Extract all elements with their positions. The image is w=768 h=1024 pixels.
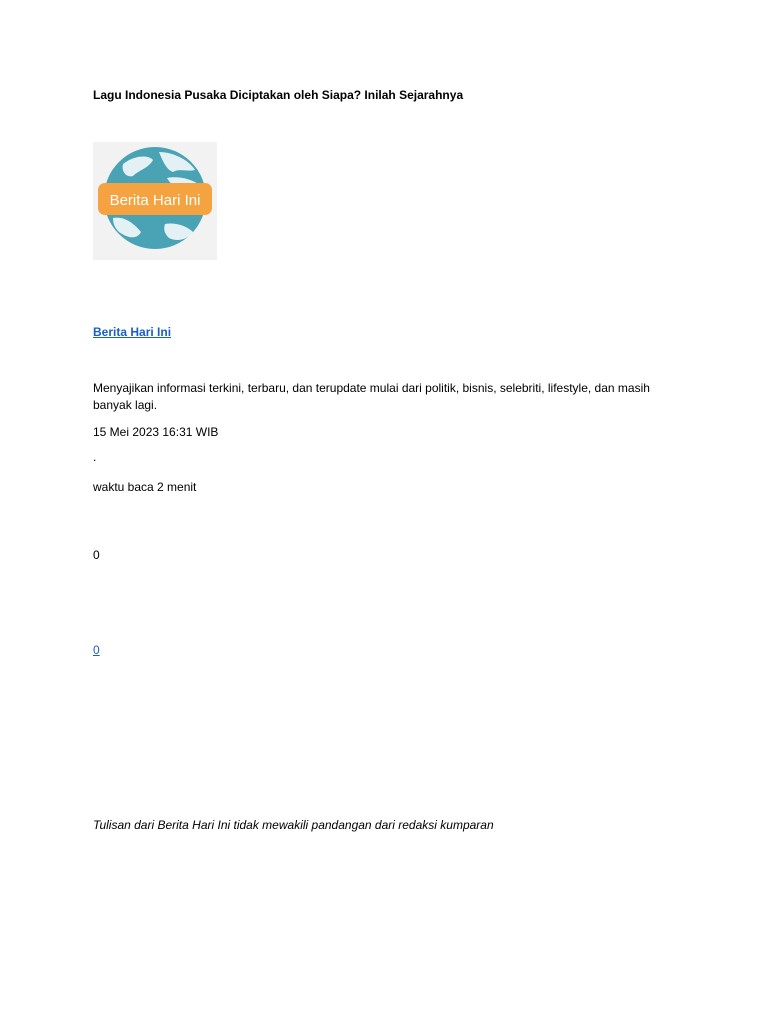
like-count: 0 bbox=[93, 548, 100, 562]
logo-text: Berita Hari Ini bbox=[109, 192, 201, 209]
publish-date: 15 Mei 2023 16:31 WIB bbox=[93, 425, 219, 439]
comment-count-link[interactable]: 0 bbox=[93, 643, 100, 657]
meta-separator: . bbox=[93, 450, 97, 464]
author-bio: Menyajikan informasi terkini, terbaru, dan terupdate mulai dari politik, bisnis, selebriti, lifestyle, dan masih banyak lagi. bbox=[93, 381, 650, 412]
read-time: waktu baca 2 menit bbox=[93, 480, 197, 494]
article-title: Lagu Indonesia Pusaka Diciptakan oleh Siapa? Inilah Sejarahnya bbox=[93, 88, 464, 102]
globe-logo-icon bbox=[93, 142, 217, 260]
author-logo[interactable] bbox=[93, 142, 217, 260]
author-name-link[interactable]: Berita Hari Ini bbox=[93, 325, 172, 339]
disclaimer-text: Tulisan dari Berita Hari Ini tidak mewakili pandangan dari redaksi kumparan bbox=[93, 818, 494, 832]
